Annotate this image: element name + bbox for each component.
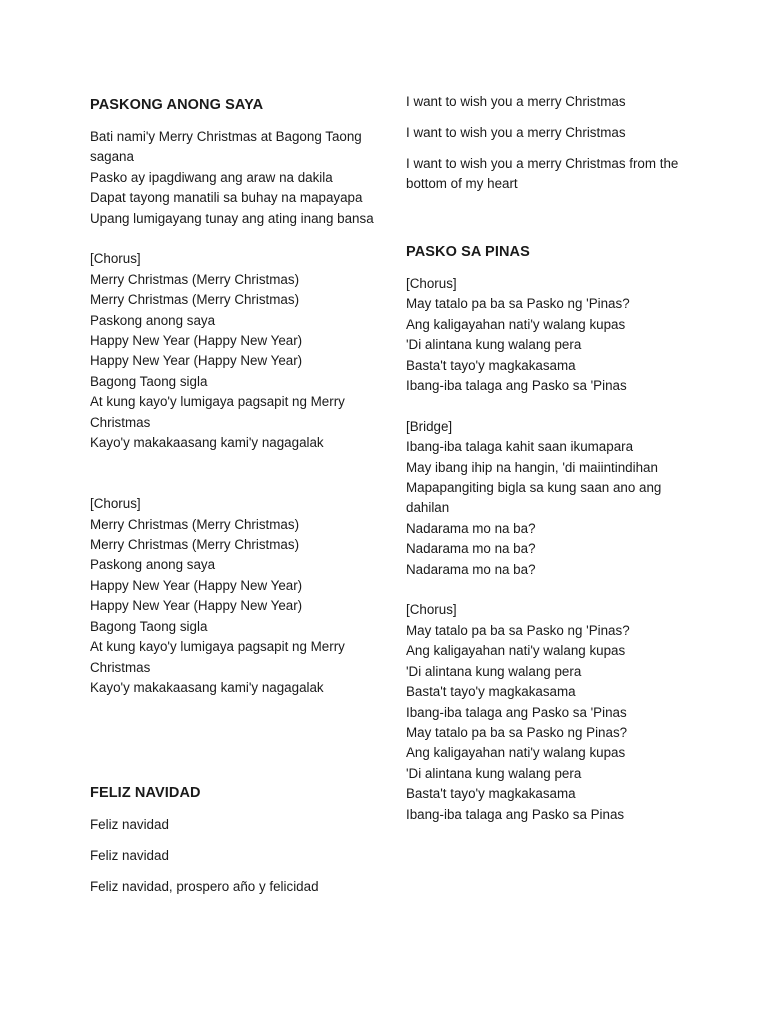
- lyric-line: Ibang-iba talaga ang Pasko sa Pinas: [406, 806, 625, 822]
- lyric-line: Nadarama mo na ba?: [406, 541, 536, 557]
- lyric-line: I want to wish you a merry Christmas: [406, 124, 626, 140]
- lyric-line: Feliz navidad: [90, 847, 169, 863]
- lyric-line: Dapat tayong manatili sa buhay na mapayapa: [90, 190, 363, 206]
- stanza-gap: [406, 396, 706, 416]
- lyric-line: Ibang-iba talaga ang Pasko sa 'Pinas: [406, 704, 627, 720]
- lyric-line: Happy New Year (Happy New Year): [90, 333, 303, 349]
- lyric-line: May tatalo pa ba sa Pasko ng Pinas?: [406, 724, 628, 740]
- song-lyrics: [406, 274, 706, 825]
- lyric-line: 'Di alintana kung walang pera: [406, 765, 582, 781]
- lyric-line: Basta't tayo'y magkakasama: [406, 357, 576, 373]
- lyric-line: Ang kaligayahan nati'y walang kupas: [406, 316, 626, 332]
- lyric-line: I want to wish you a merry Christmas: [406, 94, 626, 109]
- lyric-line: Ibang-iba talaga ang Pasko sa 'Pinas: [406, 378, 627, 394]
- lyric-line: Merry Christmas (Merry Christmas): [90, 292, 300, 308]
- lyric-line: Paskong anong saya: [90, 557, 216, 573]
- lyric-line: [Chorus]: [90, 251, 141, 267]
- lyric-line: Happy New Year (Happy New Year): [90, 577, 303, 593]
- lyric-line: [Chorus]: [90, 496, 141, 512]
- lyric-line: Happy New Year (Happy New Year): [90, 598, 303, 614]
- stanza-gap: [90, 229, 390, 249]
- lyric-line: Ang kaligayahan nati'y walang kupas: [406, 745, 626, 761]
- lyric-line: Pasko ay ipagdiwang ang araw na dakila: [90, 169, 333, 185]
- lyric-line: Bagong Taong sigla: [90, 618, 208, 634]
- lyric-line: Merry Christmas (Merry Christmas): [90, 537, 300, 553]
- lyric-line: Bati nami'y Merry Christmas at Bagong Taong sagana: [90, 129, 362, 165]
- lyric-line: Paskong anong saya: [90, 312, 216, 328]
- lyric-line: May ibang ihip na hangin, 'di maiintindihan: [406, 459, 658, 475]
- lyric-line: Kayo'y makakaasang kami'y nagagalak: [90, 679, 324, 695]
- song-feliz-navidad: [90, 784, 390, 908]
- lyric-line: Ang kaligayahan nati'y walang kupas: [406, 643, 626, 659]
- lyric-line: Basta't tayo'y magkakasama: [406, 684, 576, 700]
- lyric-line: I want to wish you a merry Christmas from the bottom of my heart: [406, 155, 679, 192]
- lyric-line: May tatalo pa ba sa Pasko ng 'Pinas?: [406, 622, 630, 638]
- stanza-gap: [406, 580, 706, 600]
- song-pasko-sa-pinas: [406, 243, 706, 825]
- song-title: PASKO SA PINAS: [406, 244, 530, 260]
- stanza-gap: [90, 474, 390, 494]
- lyric-line: Basta't tayo'y magkakasama: [406, 786, 576, 802]
- lyric-line: Nadarama mo na ba?: [406, 520, 536, 536]
- lyric-line: Feliz navidad, prospero año y felicidad: [90, 878, 319, 894]
- stanza-gap: [90, 453, 390, 473]
- lyric-line: At kung kayo'y lumigaya pagsapit ng Merry Christmas: [90, 639, 345, 675]
- lyric-line: Ibang-iba talaga kahit saan ikumapara: [406, 439, 634, 455]
- song-title: PASKONG ANONG SAYA: [90, 97, 264, 113]
- lyric-line: May tatalo pa ba sa Pasko ng 'Pinas?: [406, 296, 630, 312]
- lyric-line: Merry Christmas (Merry Christmas): [90, 516, 300, 532]
- lyric-line: Kayo'y makakaasang kami'y nagagalak: [90, 435, 324, 451]
- lyric-line: 'Di alintana kung walang pera: [406, 663, 582, 679]
- song-lyrics: [90, 127, 390, 698]
- lyric-line: 'Di alintana kung walang pera: [406, 337, 582, 353]
- lyric-line: [Bridge]: [406, 418, 453, 434]
- lyric-line: Upang lumigayang tunay ang ating inang bansa: [90, 210, 374, 226]
- lyric-line: Nadarama mo na ba?: [406, 561, 536, 577]
- lyric-line: [Chorus]: [406, 602, 457, 618]
- song-title: FELIZ NAVIDAD: [90, 785, 201, 801]
- lyric-line: Mapapangiting bigla sa kung saan ano ang dahilan: [406, 480, 662, 516]
- lyric-line: Happy New Year (Happy New Year): [90, 353, 303, 369]
- lyric-line: [Chorus]: [406, 276, 457, 291]
- song-lyrics: [406, 92, 706, 195]
- song-paskong-anong-saya: [90, 96, 390, 698]
- song-lyrics: [90, 815, 390, 897]
- lyric-line: At kung kayo'y lumigaya pagsapit ng Merry Christmas: [90, 394, 345, 430]
- lyric-line: Bagong Taong sigla: [90, 373, 208, 389]
- lyric-line: Feliz navidad: [90, 817, 169, 832]
- song-feliz-navidad-continued: [406, 92, 706, 205]
- lyric-line: Merry Christmas (Merry Christmas): [90, 271, 300, 287]
